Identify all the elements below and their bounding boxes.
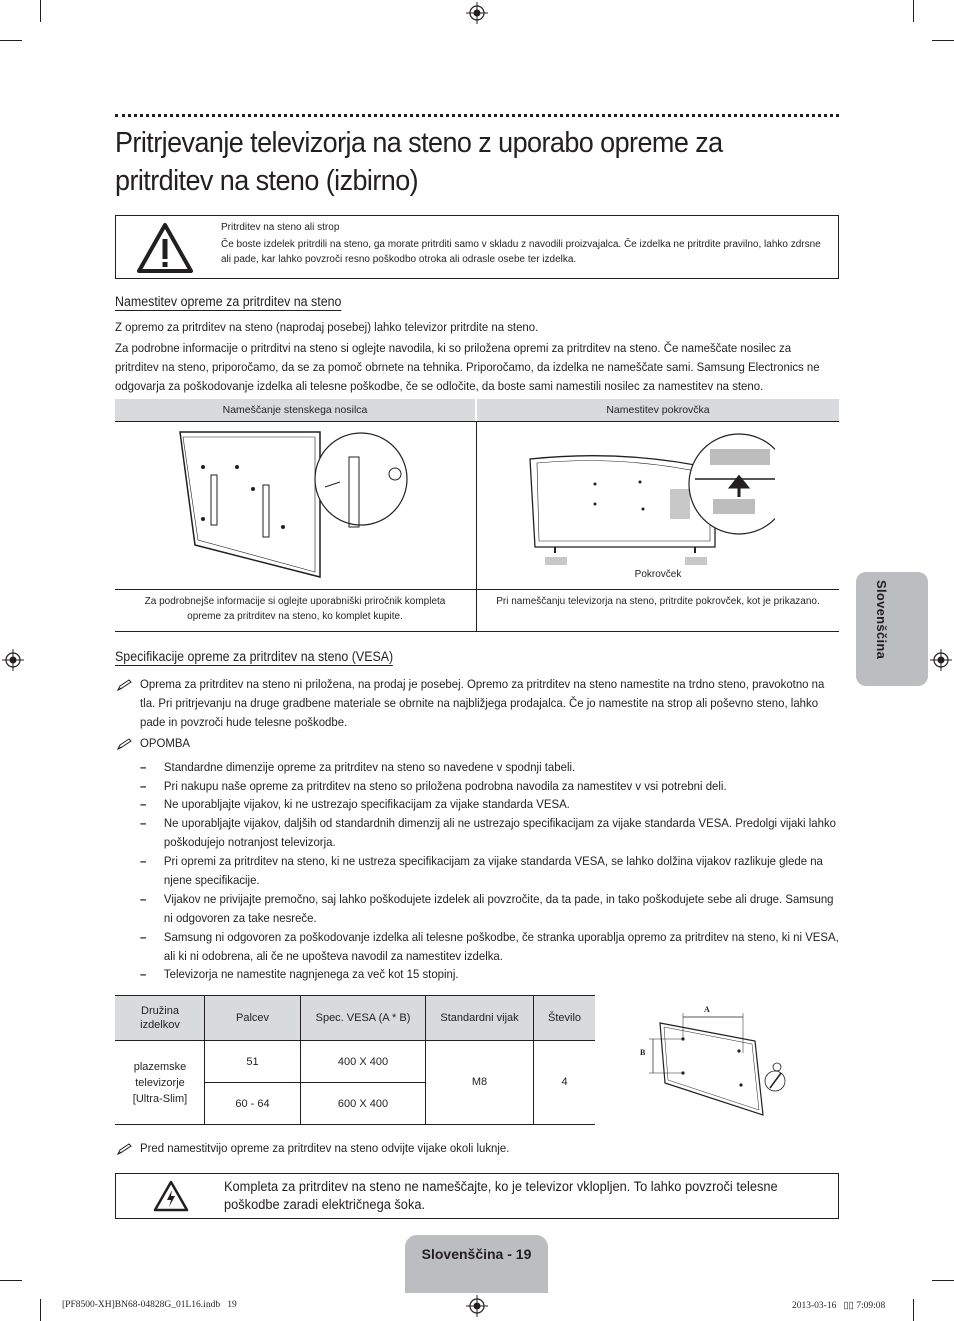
language-tab: [856, 572, 928, 686]
dash-icon: –: [140, 816, 147, 830]
table-cell: 4: [561, 1076, 568, 1088]
crop-mark: [932, 40, 954, 41]
dimension-label: B: [640, 1048, 646, 1057]
list-item: – Ne uporabljajte vijakov, daljših od standardnih dimenzij ali ne ustrezajo specifikacijam za vijake standarda VESA. Predolgi vijaki lahko poškodujejo notranjost televizorja.: [140, 816, 836, 849]
table-cell: 600 X 400: [337, 1098, 389, 1110]
dash-icon: –: [140, 854, 147, 868]
table-caption: Za podrobnejše informacije si oglejte uporabniški priročnik kompleta opreme za pritrditev na steno, ko komplet kupite.: [144, 596, 446, 622]
table-header: Nameščanje stenskega nosilca: [222, 404, 368, 416]
list-item: – Televizorja ne namestite nagnjenega za več kot 15 stopinj.: [140, 965, 839, 984]
electric-hazard-icon: [153, 1180, 189, 1212]
dash-icon: –: [140, 760, 147, 774]
column-header: Palcev: [235, 1012, 270, 1024]
title-rule: [115, 114, 839, 117]
list-item: – Pri opremi za pritrditev na steno, ki ne ustreza specifikacijam za vijake standarda VESA, se lahko dolžina vijakov razlikuje glede na njene specifikacije.: [140, 854, 823, 887]
dash-icon: –: [140, 797, 147, 811]
table-divider: [205, 1082, 425, 1083]
note-pencil-icon: [117, 1143, 133, 1155]
table-cell: 60 - 64: [235, 1098, 270, 1110]
warning-triangle-icon: [136, 222, 194, 274]
registration-target-icon: [466, 1295, 488, 1317]
crop-mark: [0, 1280, 22, 1281]
table-cell: M8: [471, 1076, 488, 1088]
crop-mark: [0, 40, 22, 41]
paragraph: Za podrobne informacije o pritrditvi na steno si oglejte navodila, ki so priložena opremi za pritrditev na steno. Če nameščate nosilec za pritrditev na steno, priporočamo, da se za pomoč obrnete na tehnika. Priporočamo, da izdelka ne nameščate sami. Samsung Electronics ne odgovarja za poškodovanje izdelka ali telesne poškodbe, če se odločite, da boste sami namestili nosilec za namestitev na steno.: [115, 341, 820, 393]
column-header: Družina izdelkov: [140, 1005, 180, 1031]
paragraph: Z opremo za pritrditev na steno (naprodaj posebej) lahko televizor pritrdite na steno.: [115, 320, 539, 334]
print-info-right: 2013-03-16 ▯▯ 7:09:08: [792, 1301, 886, 1311]
vesa-dimension-diagram: [635, 1003, 810, 1118]
dimension-label: A: [704, 1005, 710, 1014]
crop-mark: [913, 1299, 914, 1321]
page-title: Pritrjevanje televizorja na steno z uporabo opreme za pritrditev na steno (izbirno): [115, 127, 723, 197]
dash-icon: –: [140, 779, 147, 793]
warning-heading: Pritrditev na steno ali strop: [221, 222, 340, 233]
note-pencil-icon: [117, 738, 133, 750]
registration-target-icon: [930, 649, 952, 671]
list-item: – Pri nakupu naše opreme za pritrditev na steno so priložena podrobna navodila za namestitev v vsi potrebni deli.: [140, 777, 839, 796]
install-table: [115, 399, 839, 632]
figure-label: Pokrovček: [634, 569, 682, 580]
column-header: Standardni vijak: [440, 1012, 519, 1024]
section-heading: Namestitev opreme za pritrditev na steno: [115, 294, 342, 309]
electric-warning-text: Kompleta za pritrditev na steno ne nameščajte, ko je televizor vklopljen. To lahko povzroči telesne poškodbe zaradi električnega šoka.: [224, 1179, 778, 1212]
note-text: Oprema za pritrditev na steno ni priložena, na prodaj je posebej. Opremo za pritrditev na steno namestite na trdno steno, pravokotno na tla. Pri pritrjevanju na druge gradbene materiale se obrnite na najbližjega prodajalca. Če jo namestite na strop ali poševno steno, lahko pade in povzroči hude telesne poškodbe.: [140, 677, 825, 729]
dash-icon: –: [140, 967, 147, 981]
table-cell: 51: [246, 1056, 259, 1068]
family-cell: plazemske televizorje [Ultra-Slim]: [132, 1061, 188, 1105]
note-text: Pred namestitvijo opreme za pritrditev na steno odvijte vijake okoli luknje.: [140, 1141, 510, 1155]
table-header: Namestitev pokrovčka: [606, 404, 710, 416]
registration-target-icon: [466, 2, 488, 24]
crop-mark: [40, 0, 41, 22]
electric-warning-box: [115, 1173, 839, 1219]
list-item: – Vijakov ne privijajte premočno, saj lahko poškodujete izdelek ali povzročite, da ta pade, in tako poškodujete sebe ali druge. Samsung ni odgovoren za take nesreče.: [140, 892, 834, 925]
list-item: – Samsung ni odgovoren za poškodovanje izdelka ali telesne poškodbe, če stranka uporablja opremo za pritrditev na steno, ki ni VESA, ali ki ni odobrena, ali če ne upošteva navodil za namestitev izdelka.: [140, 930, 839, 963]
print-info-left: [PF8500-XH]BN68-04828G_01L16.indb 19: [62, 1300, 237, 1310]
crop-mark: [913, 0, 914, 22]
page-number: Slovenščina - 19: [421, 1246, 532, 1262]
list-item: – Standardne dimenzije opreme za pritrditev na steno so navedene v spodnji tabeli.: [140, 758, 839, 777]
warning-box: [115, 215, 839, 279]
wall-bracket-illustration: [175, 427, 415, 585]
page-number-tab: [405, 1235, 548, 1293]
registration-target-icon: [2, 649, 24, 671]
list-item: – Ne uporabljajte vijakov, ki ne ustrezajo specifikacijam za vijake standarda VESA.: [140, 795, 839, 814]
note-label: OPOMBA: [140, 736, 191, 750]
crop-mark: [932, 1280, 954, 1281]
table-caption: Pri nameščanju televizorja na steno, pritrdite pokrovček, kot je prikazano.: [496, 596, 820, 607]
section-heading: Specifikacije opreme za pritrditev na steno (VESA): [115, 649, 394, 664]
vesa-table: [115, 995, 595, 1125]
table-divider: [115, 421, 839, 422]
note-pencil-icon: [117, 679, 133, 691]
dash-icon: –: [140, 892, 147, 906]
dash-icon: –: [140, 930, 147, 944]
cover-attach-illustration: [525, 429, 775, 569]
table-divider: [115, 589, 839, 590]
table-cell: 400 X 400: [337, 1056, 389, 1068]
column-header: Število: [547, 1012, 582, 1024]
crop-mark: [40, 1299, 41, 1321]
warning-text: Če boste izdelek pritrdili na steno, ga morate pritrditi samo v skladu z navodili proizvajalca. Če izdelka ne pritrdite pravilno, lahko zdrsne ali pade, kar lahko povzroči resno poškodbo otroka ali odrasle osebe ter izdelka.: [221, 239, 821, 265]
language-tab-label: Slovenščina: [874, 580, 889, 660]
column-header: Spec. VESA (A * B): [315, 1012, 411, 1024]
